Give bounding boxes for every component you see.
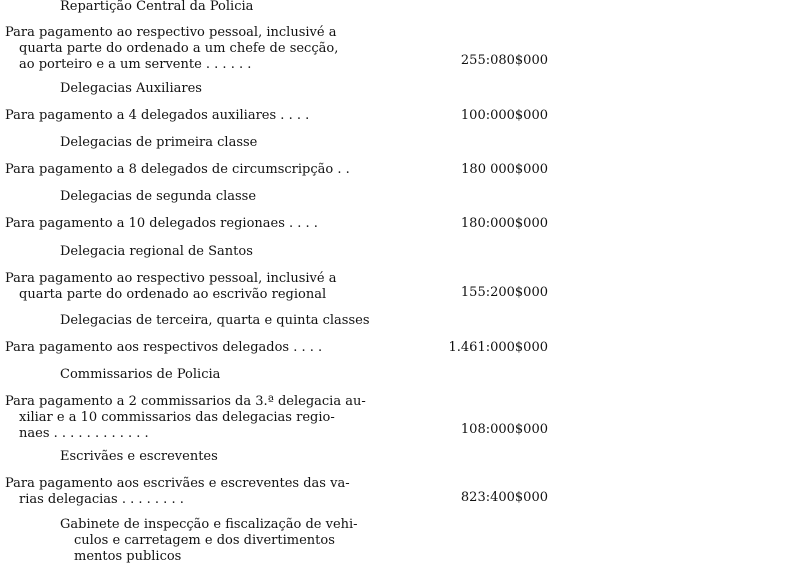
- entry-escrivaes: [5, 476, 350, 508]
- section-heading-terceira-quarta-quinta: Delegacias de terceira, quarta e quinta classes: [60, 313, 370, 328]
- section-heading-segunda-classe: Delegacias de segunda classe: [60, 189, 257, 204]
- entry-amount: 155:200$000: [460, 285, 548, 300]
- entry-amount: 100:000$000: [460, 108, 548, 123]
- entry-line: Para pagamento ao respectivo pessoal, inclusivé a: [5, 271, 337, 286]
- entry-line: xiliar e a 10 commissarios das delegacias regio-: [19, 410, 335, 425]
- heading-line: mentos publicos: [74, 549, 182, 564]
- entry-amount: 1.461:000$000: [448, 340, 548, 355]
- section-heading-santos: Delegacia regional de Santos: [60, 244, 253, 259]
- entry-segunda-classe: [5, 216, 335, 232]
- entry-amount: 255:080$000: [460, 53, 548, 68]
- section-heading-gabinete: [60, 517, 358, 565]
- section-heading-reparticao-central: Repartição Central da Policia: [60, 0, 254, 14]
- section-heading-escrivaes: Escrivães e escreventes: [60, 449, 218, 464]
- entry-amount: 180 000$000: [461, 162, 548, 177]
- heading-line: Gabinete de inspecção e fiscalização de vehi-: [60, 517, 358, 532]
- entry-delegacias-auxiliares: [5, 108, 335, 124]
- entry-line: ao porteiro e a um servente . . . . . .: [19, 57, 252, 72]
- entry-line: Para pagamento aos escrivães e escreventes das va-: [5, 476, 350, 491]
- entry-commissarios: [5, 394, 366, 442]
- entry-line: rias delegacias . . . . . . . .: [19, 492, 184, 507]
- entry-terceira-quarta-quinta: [5, 340, 335, 356]
- entry-amount: 180:000$000: [460, 216, 548, 231]
- entry-amount: 823:400$000: [460, 490, 548, 505]
- entry-line: quarta parte do ordenado a um chefe de secção,: [19, 41, 339, 56]
- entry-line: Para pagamento a 8 delegados de circumscripção . .: [5, 162, 350, 177]
- entry-reparticao-central: [5, 25, 339, 73]
- section-heading-delegacias-auxiliares: Delegacias Auxiliares: [60, 81, 202, 96]
- entry-line: Para pagamento ao respectivo pessoal, inclusivé a: [5, 25, 337, 40]
- entry-line: Para pagamento a 4 delegados auxiliares . . . .: [5, 108, 310, 123]
- section-heading-commissarios: Commissarios de Policia: [60, 367, 221, 382]
- section-heading-primeira-classe: Delegacias de primeira classe: [60, 135, 258, 150]
- entry-amount: 108:000$000: [460, 422, 548, 437]
- entry-primeira-classe: [5, 162, 350, 178]
- entry-santos: [5, 271, 335, 303]
- heading-line: culos e carretagem e dos divertimentos: [74, 533, 335, 548]
- entry-line: Para pagamento aos respectivos delegados . . . .: [5, 340, 323, 355]
- entry-line: Para pagamento a 2 commissarios da 3.ª delegacia au-: [5, 394, 366, 409]
- entry-line: quarta parte do ordenado ao escrivão regional: [19, 287, 327, 302]
- entry-line: Para pagamento a 10 delegados regionaes . . . .: [5, 216, 318, 231]
- entry-line: naes . . . . . . . . . . . .: [19, 426, 149, 441]
